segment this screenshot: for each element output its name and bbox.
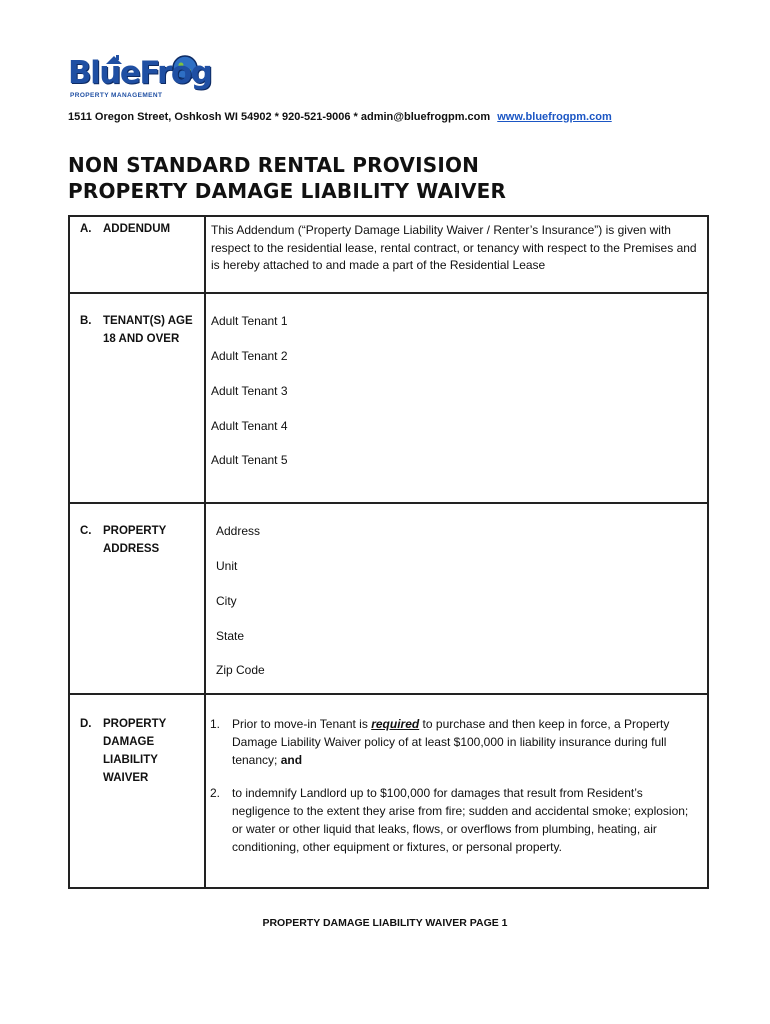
section-letter: D. bbox=[80, 718, 92, 730]
adult-tenant-3-field[interactable]: Adult Tenant 3 bbox=[211, 384, 288, 398]
contact-details: 1511 Oregon Street, Oshkosh WI 54902 * 920-521-9006 * admin@bluefrogpm.com bbox=[68, 111, 491, 123]
section-title: TENANT(S) AGE bbox=[103, 315, 193, 327]
section-letter: B. bbox=[80, 315, 92, 327]
section-b-label bbox=[80, 312, 193, 348]
addendum-text: This Addendum (“Property Damage Liability Waiver / Renter’s Insurance”) is given with respect to the residential lease, rental contract, or tenancy with respect to the Premises and is hereby attached to and made a part of the Residential Lease bbox=[211, 223, 697, 272]
title-line-1: NON STANDARD RENTAL PROVISION bbox=[68, 153, 480, 177]
state-field[interactable]: State bbox=[216, 629, 245, 643]
section-d-label bbox=[80, 715, 166, 787]
form-table bbox=[68, 215, 709, 889]
section-title-cont: LIABILITY bbox=[103, 754, 158, 766]
logo-subtitle: PROPERTY MANAGEMENT bbox=[70, 92, 163, 99]
required-emphasis: required bbox=[371, 717, 420, 731]
city-field[interactable]: City bbox=[216, 594, 237, 608]
column-divider bbox=[204, 217, 206, 887]
section-a-label bbox=[80, 220, 170, 238]
unit-field[interactable]: Unit bbox=[216, 559, 238, 573]
section-title: PROPERTY bbox=[103, 718, 167, 730]
section-title: PROPERTY bbox=[103, 525, 167, 537]
document-title bbox=[68, 152, 506, 204]
row-divider bbox=[70, 693, 707, 695]
row-divider bbox=[70, 292, 707, 294]
section-title-cont: DAMAGE bbox=[103, 736, 155, 748]
adult-tenant-5-field[interactable]: Adult Tenant 5 bbox=[211, 453, 288, 467]
contact-line bbox=[68, 111, 612, 123]
logo-wordmark: BlueFrog bbox=[68, 55, 212, 91]
website-link[interactable]: www.bluefrogpm.com bbox=[497, 111, 612, 123]
item-text: to indemnify Landlord up to $100,000 for damages that result from Resident’s negligence to the extent they arise from fire; sudden and accidental smoke; explosion; or water or other liquid that leaks, flows, or overflows from plumbing, heating, air conditioning, other equipment or fixtures, or personal property. bbox=[232, 786, 689, 854]
page-footer: PROPERTY DAMAGE LIABILITY WAIVER PAGE 1 bbox=[262, 917, 508, 929]
item-number: 2. bbox=[210, 786, 221, 800]
title-line-2: PROPERTY DAMAGE LIABILITY WAIVER bbox=[68, 179, 507, 203]
waiver-item-2 bbox=[210, 784, 702, 856]
section-title-cont: 18 AND OVER bbox=[103, 333, 180, 345]
section-c-label bbox=[80, 522, 166, 558]
section-title: ADDENDUM bbox=[103, 223, 171, 235]
row-divider bbox=[70, 502, 707, 504]
item-text: Prior to move-in Tenant is bbox=[232, 717, 368, 731]
zip-code-field[interactable]: Zip Code bbox=[216, 663, 265, 677]
waiver-item-1 bbox=[210, 715, 702, 769]
item-text: to purchase and then keep in force, a Property Damage Liability Waiver policy of at least $100,000 in liability insurance during full tenancy; bbox=[232, 717, 670, 767]
company-logo bbox=[66, 52, 211, 104]
adult-tenant-1-field[interactable]: Adult Tenant 1 bbox=[211, 314, 288, 328]
section-letter: C. bbox=[80, 525, 92, 537]
section-title-cont: ADDRESS bbox=[103, 543, 160, 555]
and-emphasis: and bbox=[280, 753, 303, 767]
section-title-cont: WAIVER bbox=[103, 772, 149, 784]
address-field[interactable]: Address bbox=[216, 524, 261, 538]
item-number: 1. bbox=[210, 717, 221, 731]
section-letter: A. bbox=[80, 223, 92, 235]
adult-tenant-4-field[interactable]: Adult Tenant 4 bbox=[211, 419, 288, 433]
adult-tenant-2-field[interactable]: Adult Tenant 2 bbox=[211, 349, 288, 363]
